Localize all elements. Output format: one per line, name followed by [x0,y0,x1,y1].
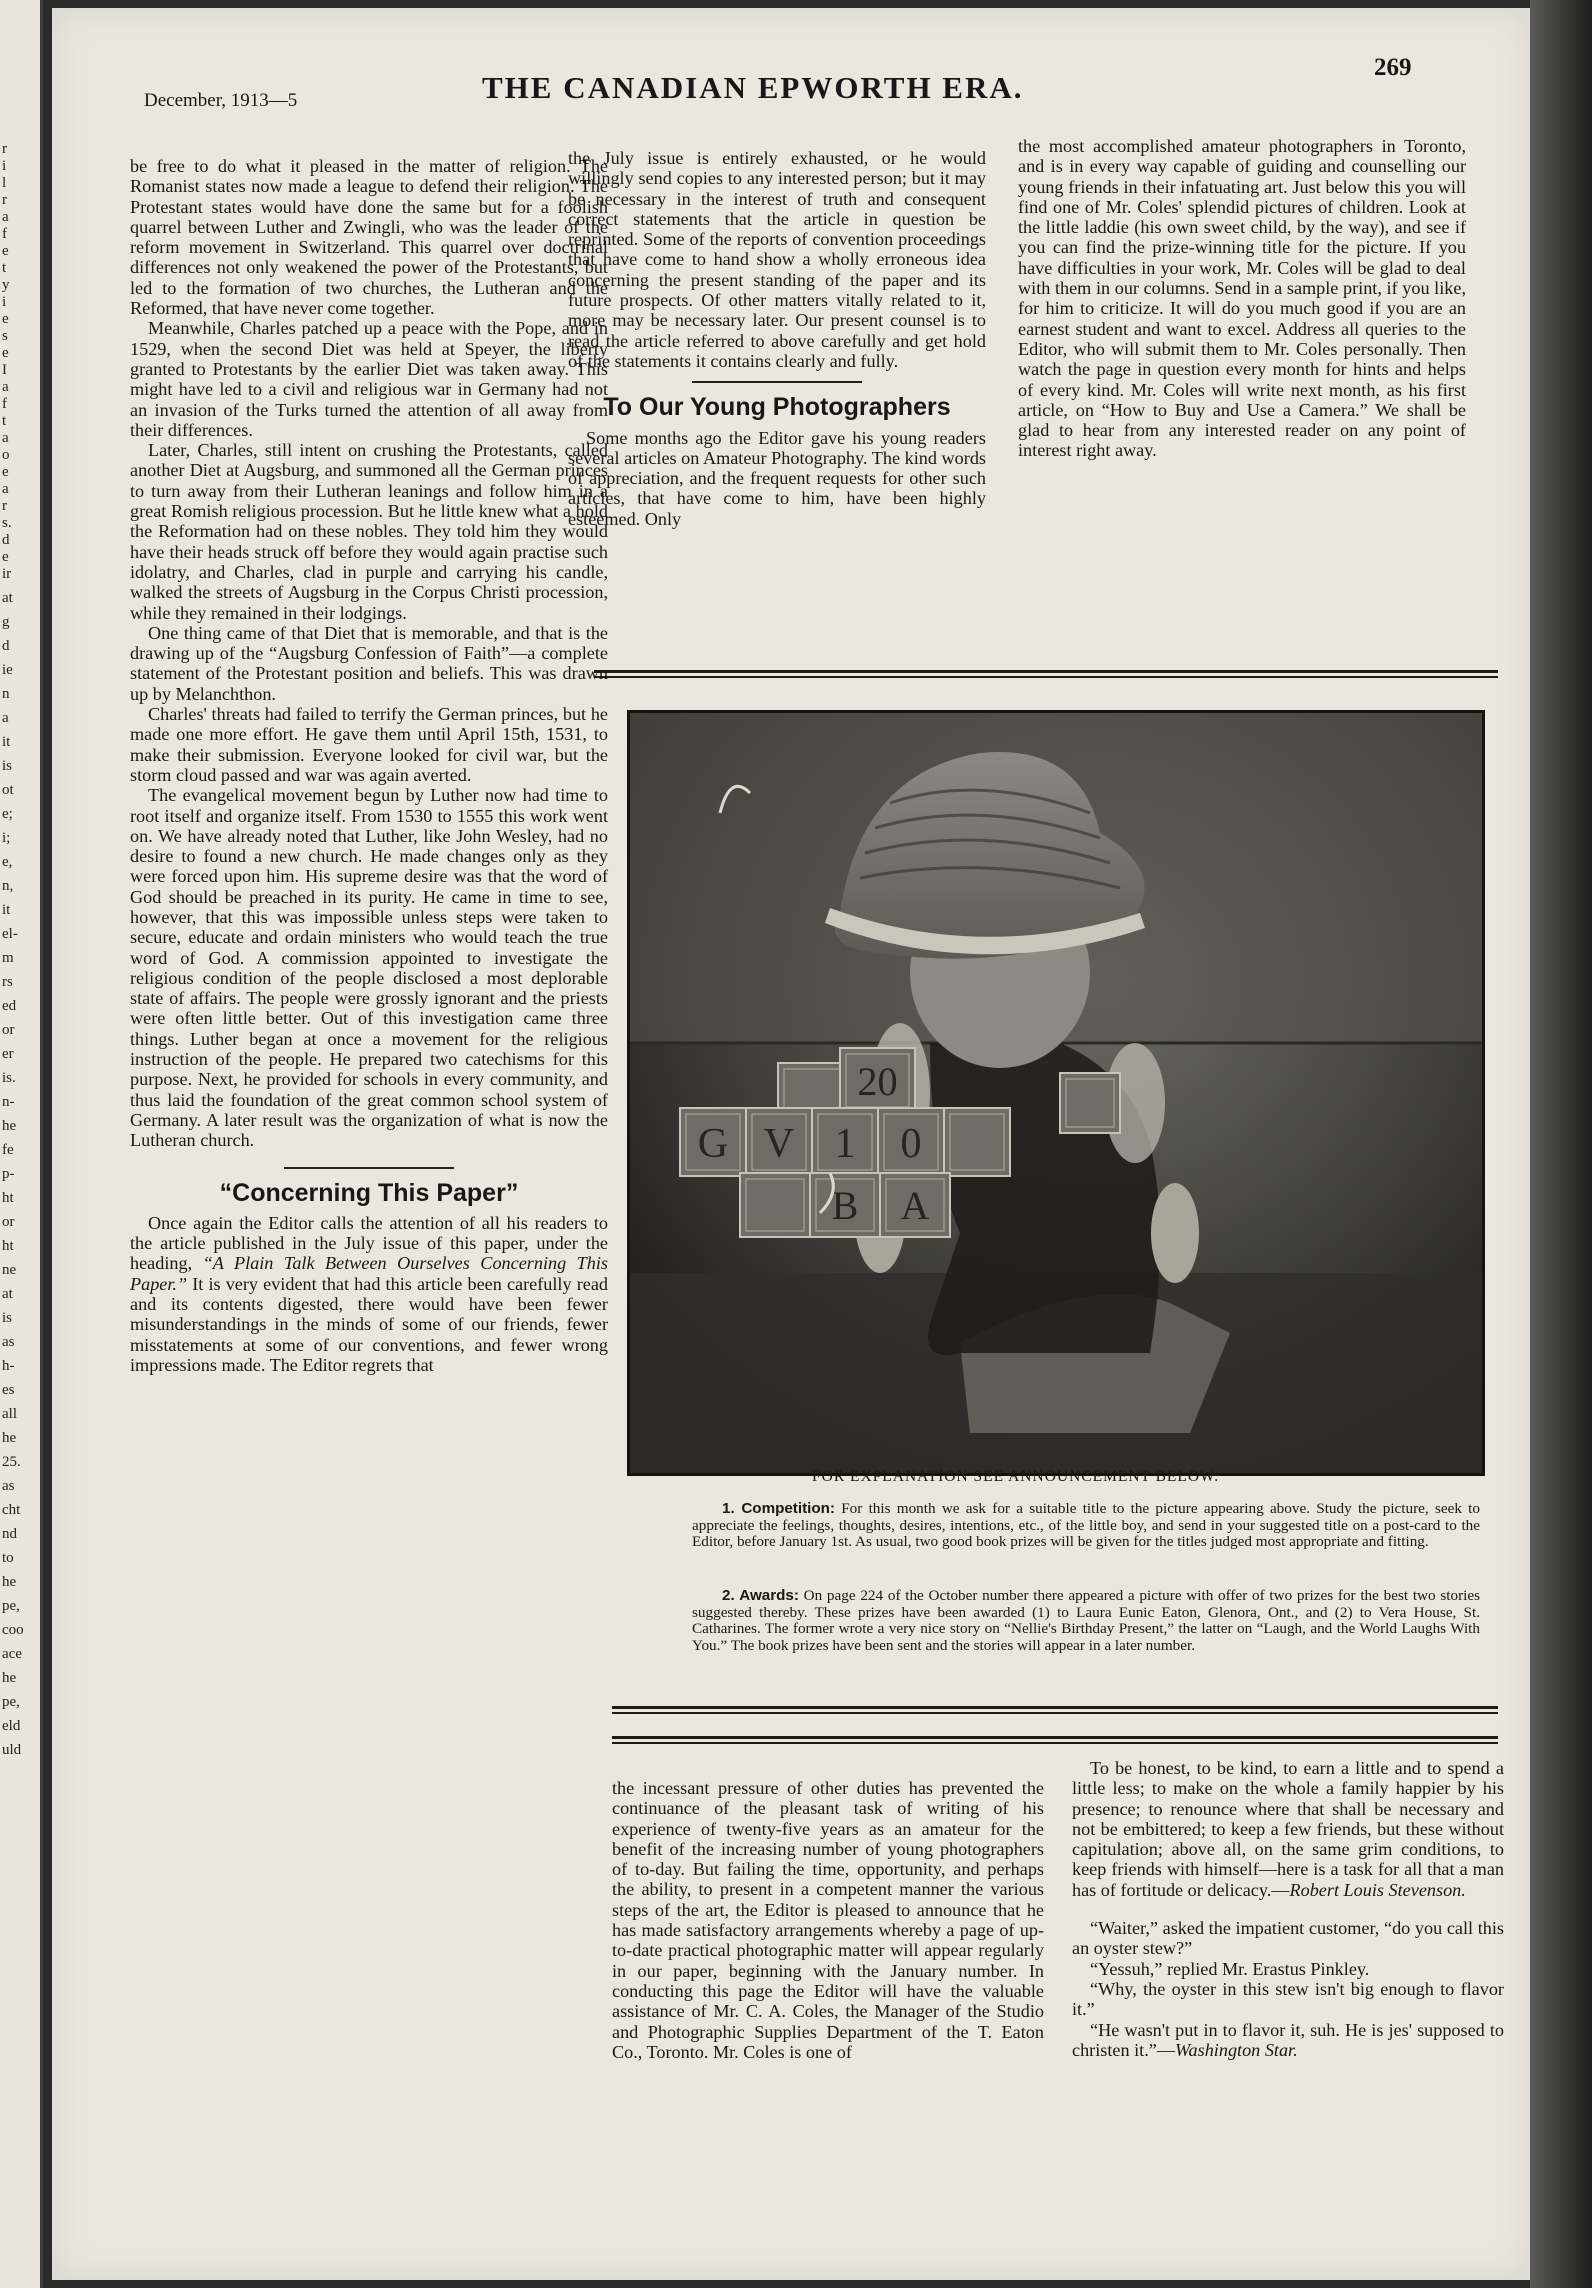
adjacent-page-fragment: is. [2,1070,16,1086]
anecdote-line [1072,2020,1504,2061]
adjacent-page-fragment: pe, [2,1694,20,1710]
paragraph: The evangelical movement begun by Luther now had time to root itself and organize itself. From 1530 to 1555 this work went on. We have already noted that Luther, like John Wesley, had no desire to found a new church. He made changes only as they were forced upon him. His supreme desire was that the word of God should be preached in its purity. He came in time to see, however, that this was impossible unless steps were taken to secure, educate and ordain ministers who would teach the true word of God. A commission appointed to investigate the religious condition of the people disclosed a most deplorable state of affairs. The people were grossly ignorant and the priests were often little better. Out of this investigation came three things. Luther began at once a movement for the religious instruction of the people. He prepared two catechisms for this purpose. Next, he provided for schools in every community, and thus laid the foundation of the great common school system of Germany. A later result was the organization of what is now the Lutheran church. [130,785,608,1151]
adjacent-page-fragment: i; [2,830,11,846]
publication-title: THE CANADIAN EPWORTH ERA. [482,70,1024,105]
toy-block [740,1173,810,1237]
adjacent-page-fragment: y [2,277,10,293]
quotation [1072,1758,1504,1900]
adjacent-page-fragment: g [2,614,10,630]
awards-notice [692,1588,1480,1654]
adjacent-page-fragment: t [2,260,7,276]
adjacent-page-fragment: er [2,1046,14,1062]
adjacent-page-fragment: is [2,758,13,774]
adjacent-page-fragment: as [2,1478,15,1494]
adjacent-page-fragment: e [2,549,9,565]
adjacent-page-fragment: e, [2,854,13,870]
adjacent-page-edge [0,0,43,2288]
adjacent-page-fragment: a [2,379,9,395]
adjacent-page-fragment: ir [2,566,12,582]
horizontal-rule [594,670,1498,678]
paragraph: the July issue is entirely exhausted, or he would willingly send copies to any interested person; but it may be necessary in the interest of truth and consequent correct statements that the article in question be reprinted. Some of the reports of convention proceedings that have come to hand show a wholly erroneous idea concerning the present standing of the paper and its future prospects. Of other matters vitally related to it, more may be necessary later. Our present counsel is to read the article referred to above carefully and get hold of the statements it contains clearly and fully. [568,148,986,371]
section-divider [284,1167,454,1169]
paragraph: the most accomplished amateur photographers in Toronto, and is in every way capable of guiding and counselling our young friends in their infatuating art. Just below this you will find one of Mr. Coles' splendid pictures of children. Look at the little laddie (his own sweet child, by the way), and see if you can find the prize-winning title for the picture. If you have difficulties in your work, Mr. Coles will be glad to deal with them in our columns. Send in a sample print, if you like, for him to criticize. It will do you much good if you are an earnest student and want to excel. Address all queries to the Editor, who will submit them to Mr. Coles personally. Then watch the page in question every month for hints and helps of every kind. Mr. Coles will write next month, as his first article, on “How to Buy and Use a Camera.” We shall be glad to hear from any interested reader on any point of interest right away. [1018,136,1466,461]
column-3-top [1018,136,1466,461]
paragraph: be free to do what it pleased in the matter of religion. The Romanist states now made a league to defend their religion. The Protestant states would have done the same but for a foolish quarrel between Luther and Zwingli, who was the leader of the reform movement in Switzerland. This quarrel over doctrinal differences not only weakened the power of the Protestants, but led to the formation of two churches, the Lutheran and the Reformed, that have never come together. [130,156,608,319]
adjacent-page-fragment: a [2,710,9,726]
text-run: Once again the Editor calls the attention of all his readers to the article published in the July issue of this paper, under the heading, [130,1212,608,1274]
adjacent-page-fragment: es [2,1382,15,1398]
toy-block [944,1108,1010,1176]
notice-label: 2. Awards: [722,1587,799,1604]
text-run: It is very evident that had this article been carefully read and its contents digested, there would have been fewer misunderstandings in the minds of some of our friends, fewer misstatements at some of our conventions, and fewer wrong impressions made. The Editor regrets that [130,1273,608,1375]
adjacent-page-fragment: a [2,430,9,446]
adjacent-page-fragment: e [2,464,9,480]
page-number: 269 [1374,54,1412,81]
adjacent-page-fragment: ht [2,1190,14,1206]
block-letter: G [697,1119,729,1167]
adjacent-page-fragment: n [2,686,10,702]
paragraph: Some months ago the Editor gave his young readers several articles on Amateur Photography. The kind words of appreciation, and the frequent requests for other such articles, that have come to him, have been highly esteemed. Only [568,427,986,529]
adjacent-page-fragment: all [2,1406,17,1422]
binding-shadow [1530,0,1592,2288]
adjacent-page-fragment: 25. [2,1454,21,1470]
section-divider [692,381,862,383]
adjacent-page-fragment: he [2,1574,17,1590]
adjacent-page-fragment: e [2,243,9,259]
block-letter: 1 [834,1119,856,1167]
adjacent-page-fragment: it [2,902,11,918]
adjacent-page-fragment: i [2,294,7,310]
adjacent-page-fragment: d [2,638,10,654]
horizontal-rule [612,1736,1498,1744]
anecdote-line: “Yessuh,” replied Mr. Erastus Pinkley. [1090,1958,1370,1979]
adjacent-page-fragment: m [2,950,14,966]
adjacent-page-fragment: r [2,192,7,208]
issue-date: December, 1913—5 [144,90,298,111]
adjacent-page-fragment: cht [2,1502,21,1518]
block-letter: V [763,1119,795,1167]
adjacent-page-fragment: l [2,175,7,191]
adjacent-page-fragment: ot [2,782,14,798]
adjacent-page-fragment: r [2,498,7,514]
notice-text: For this month we ask for a suitable title to the picture appearing above. Study the picture, seek to appreciate the feelings, thoughts, desires, intentions, etc., of the little boy, and send in your suggested title on a post-card to the Editor, before January 1st. As usual, two good book prizes will be given for the titles judged most appropriate and fitting. [692,1500,1480,1550]
adjacent-page-fragment: I [2,362,7,378]
photograph-child-with-blocks [627,710,1485,1476]
adjacent-page-fragment: p- [2,1166,15,1182]
article-title: “A Plain Talk Between Ourselves Concerning This Paper.” [130,1253,609,1294]
adjacent-page-fragment: pe, [2,1598,20,1614]
anecdote-line: “Why, the oyster in this stew isn't big enough to flavor it.” [1072,1978,1504,2020]
paragraph: Charles' threats had failed to terrify the German princes, but he made one more effort. He gave them until April 15th, 1531, to make their submission. Everyone looked for civil war, but the storm cloud passed and war was again averted. [130,704,608,785]
adjacent-page-fragment: n- [2,1094,15,1110]
adjacent-page-fragment: ht [2,1238,14,1254]
adjacent-page-fragment: uld [2,1742,22,1758]
adjacent-page-fragment: r [2,141,7,157]
adjacent-page-fragment: i [2,158,7,174]
adjacent-page-fragment: nd [2,1526,17,1542]
adjacent-page-fragment: t [2,413,7,429]
block-letter: A [900,1184,930,1229]
adjacent-page-fragment: at [2,590,13,606]
paragraph [130,1213,608,1375]
adjacent-page-fragment: e [2,345,9,361]
paragraph: Later, Charles, still intent on crushing the Protestants, called another Diet at Augsburg, and summoned all the German princes to turn away from their Lutheran leanings and follow him in a great Romish religious procession. But he little knew what a hold the Reformation had on these nobles. They told him they would have their heads struck off before they would again practise such idolatry, and Charles, clad in purple and carrying his candle, walked the streets of Augsburg in the Corpus Christi procession, while they remained in their lodgings. [130,440,608,623]
adjacent-page-fragment: or [2,1214,15,1230]
anecdote-source: Washington Star. [1175,2039,1298,2060]
adjacent-page-fragment: a [2,209,9,225]
notice-label: 1. Competition: [722,1500,835,1517]
column-5-bottom [1072,1758,1504,2060]
adjacent-page-fragment: el- [2,926,18,942]
column-1 [130,156,608,1375]
photo-caption: FOR EXPLANATION SEE ANNOUNCEMENT BELOW. [812,1468,1220,1485]
adjacent-page-fragment: at [2,1286,13,1302]
adjacent-page-fragment: to [2,1550,14,1566]
adjacent-page-fragment: ie [2,662,13,678]
running-header [52,48,1530,118]
adjacent-page-fragment: n, [2,878,14,894]
adjacent-page-fragment: or [2,1022,15,1038]
toy-block [1060,1073,1120,1133]
adjacent-page-fragment: ace [2,1646,22,1662]
adjacent-page-fragment: as [2,1334,15,1350]
photo-illustration [630,713,1482,1473]
magazine-page [52,8,1530,2280]
horizontal-rule [612,1706,1498,1714]
quote-text: To be honest, to be kind, to earn a little and to spend a little less; to make on the whole a family happier by his presence; to renounce where that shall be necessary and not be embittered; to keep a few friends, but these without capitulation; above all, on the same grim conditions, to keep friends with himself—here is a task for all that a man has of fortitude or delicacy.— [1072,1758,1504,1900]
adjacent-page-fragment: o [2,447,10,463]
notice-item [692,1588,1480,1654]
adjacent-page-fragment: a [2,481,9,497]
adjacent-page-fragment: it [2,734,11,750]
column-4-bottom [612,1778,1044,2062]
adjacent-page-fragment: rs [2,974,13,990]
adjacent-page-fragment: he [2,1430,17,1446]
notice-item [692,1501,1480,1551]
paragraph: the incessant pressure of other duties has prevented the continuance of the pleasant task of writing of his experience of twenty-five years as an amateur for the benefit of the increasing number of young photographers of to-day. But failing the time, opportunity, and perhaps the ability, to present in a competent manner the various steps of the art, the Editor is pleased to announce that he has made satisfactory arrangements whereby a page of up-to-date practical photographic matter will appear regularly in our paper, beginning with the January number. In conducting this page the Editor will have the valuable assistance of Mr. C. A. Coles, the Manager of the Studio and Photographic Supplies Department of the T. Eaton Co., Toronto. Mr. Coles is one of [612,1778,1044,2062]
adjacent-page-fragment: h- [2,1358,15,1374]
quote-author: Robert Louis Stevenson. [1289,1879,1466,1900]
adjacent-page-fragment: fe [2,1142,14,1158]
adjacent-page-fragment: e; [2,806,13,822]
adjacent-page-fragment: ne [2,1262,17,1278]
paragraph: One thing came of that Diet that is memorable, and that is the drawing up of the “Augsburg Confession of Faith”—a complete statement of the Protestant position and beliefs. This was drawn up by Melanchthon. [130,622,608,704]
paragraph: Meanwhile, Charles patched up a peace with the Pope, and in 1529, when the second Diet was held at Speyer, the liberty granted to Protestants by the earlier Diet was taken away. This might have led to a civil and religious war in Germany had not an invasion of the Turks turned the attention of all away from their differences. [130,318,608,440]
adjacent-page-fragment: eld [2,1718,21,1734]
block-letter: 20 [857,1058,898,1104]
adjacent-page-fragment: he [2,1118,17,1134]
column-2-top [568,148,986,529]
adjacent-page-fragment: ed [2,998,17,1014]
adjacent-page-fragment: s. [2,515,12,531]
block-letter: B [831,1184,859,1229]
section-heading-concerning-paper: “Concerning This Paper” [219,1178,519,1207]
adjacent-page-fragment: he [2,1670,17,1686]
anecdote-text: “He wasn't put in to flavor it, suh. He is jes' supposed to christen it.”— [1072,2019,1504,2060]
competition-notice [692,1501,1480,1551]
adjacent-page-fragment: e [2,311,9,327]
adjacent-page-fragment: coo [2,1622,24,1638]
notice-text: On page 224 of the October number there appeared a picture with offer of two prizes for the best two stories suggested thereby. These prizes have been awarded (1) to Laura Eunic Eaton, Glenora, Ont., and (2) to Vera House, St. Catharines. The former wrote a very nice story on “Nellie's Birthday Present,” the latter on “Laugh, and the World Laughs With You.” The book prizes have been sent and the stories will appear in a later number. [692,1587,1480,1654]
adjacent-page-fragment: is [2,1310,13,1326]
adjacent-page-fragment: s [2,328,8,344]
adjacent-page-fragment: f [2,226,7,242]
section-heading-young-photographers: To Our Young Photographers [603,393,951,422]
block-letter: 0 [900,1119,922,1167]
adjacent-page-fragment: d [2,532,10,548]
anecdote-line: “Waiter,” asked the impatient customer, “do you call this an oyster stew?” [1072,1918,1504,1959]
adjacent-page-fragment: f [2,396,7,412]
